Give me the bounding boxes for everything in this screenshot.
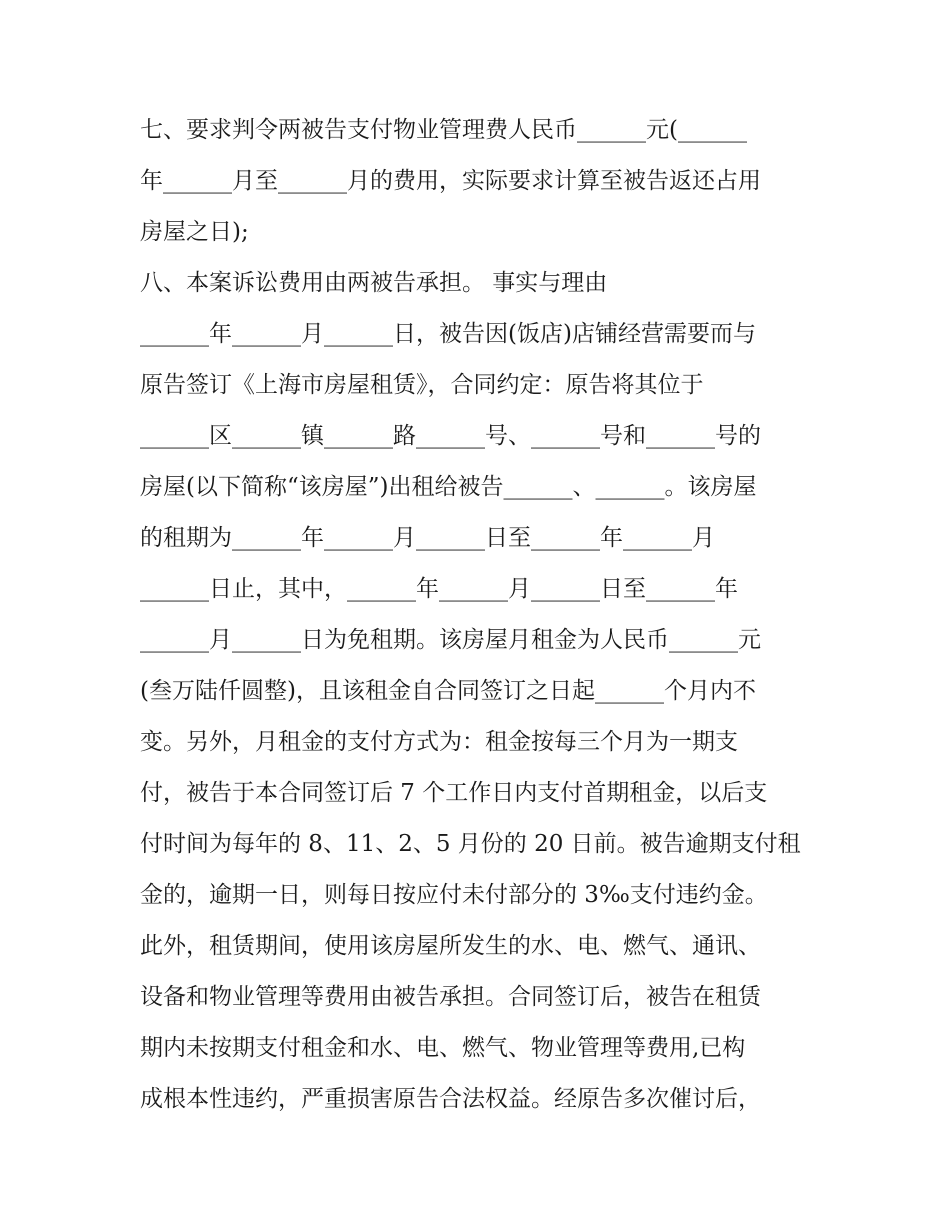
text-line: (叁万陆仟圆整)，且该租金自合同签订之日起______个月内不 (140, 678, 756, 704)
text-line: 变。另外，月租金的支付方式为：租金按每三个月为一期支 (140, 729, 738, 755)
text-line: 成根本性违约，严重损害原告合法权益。经原告多次催讨后， (140, 1086, 761, 1112)
text-line: 金的，逾期一日，则每日按应付未付部分的 3‰支付违约金。 (140, 882, 768, 908)
text-line: 七、要求判令两被告支付物业管理费人民币______元(______ (140, 117, 747, 143)
text-line: ______月______日为免租期。该房屋月租金为人民币______元 (140, 627, 761, 653)
text-line: ______区______镇______路______号、______号和______号的 (140, 423, 761, 449)
text-line: ______年______月______日，被告因(饭店)店铺经营需要而与 (140, 321, 756, 347)
text-line: 年______月至______月的费用，实际要求计算至被告返还占用 (140, 168, 761, 194)
text-line: 房屋之日); (140, 219, 249, 245)
text-line: 期内未按期支付租金和水、电、燃气、物业管理等费用,已构 (140, 1035, 746, 1061)
text-line: 原告签订《上海市房屋租赁》，合同约定：原告将其位于 (140, 372, 704, 398)
text-line: 房屋(以下简称“该房屋”)出租给被告______、______。该房屋 (140, 474, 757, 500)
text-line: 设备和物业管理等费用由被告承担。合同签订后，被告在租赁 (140, 984, 761, 1010)
text-line: ______日止，其中，______年______月______日至______年 (140, 576, 738, 602)
text-line: 的租期为______年______月______日至______年______月 (140, 525, 715, 551)
text-line: 此外，租赁期间，使用该房屋所发生的水、电、燃气、通讯、 (140, 933, 761, 959)
text-line: 付时间为每年的 8、11、2、5 月份的 20 日前。被告逾期支付租 (140, 831, 801, 857)
text-line: 八、本案诉讼费用由两被告承担。 事实与理由 (140, 270, 608, 296)
text-line: 付，被告于本合同签订后 7 个工作日内支付首期租金，以后支 (140, 780, 768, 806)
document-body (140, 105, 812, 1125)
